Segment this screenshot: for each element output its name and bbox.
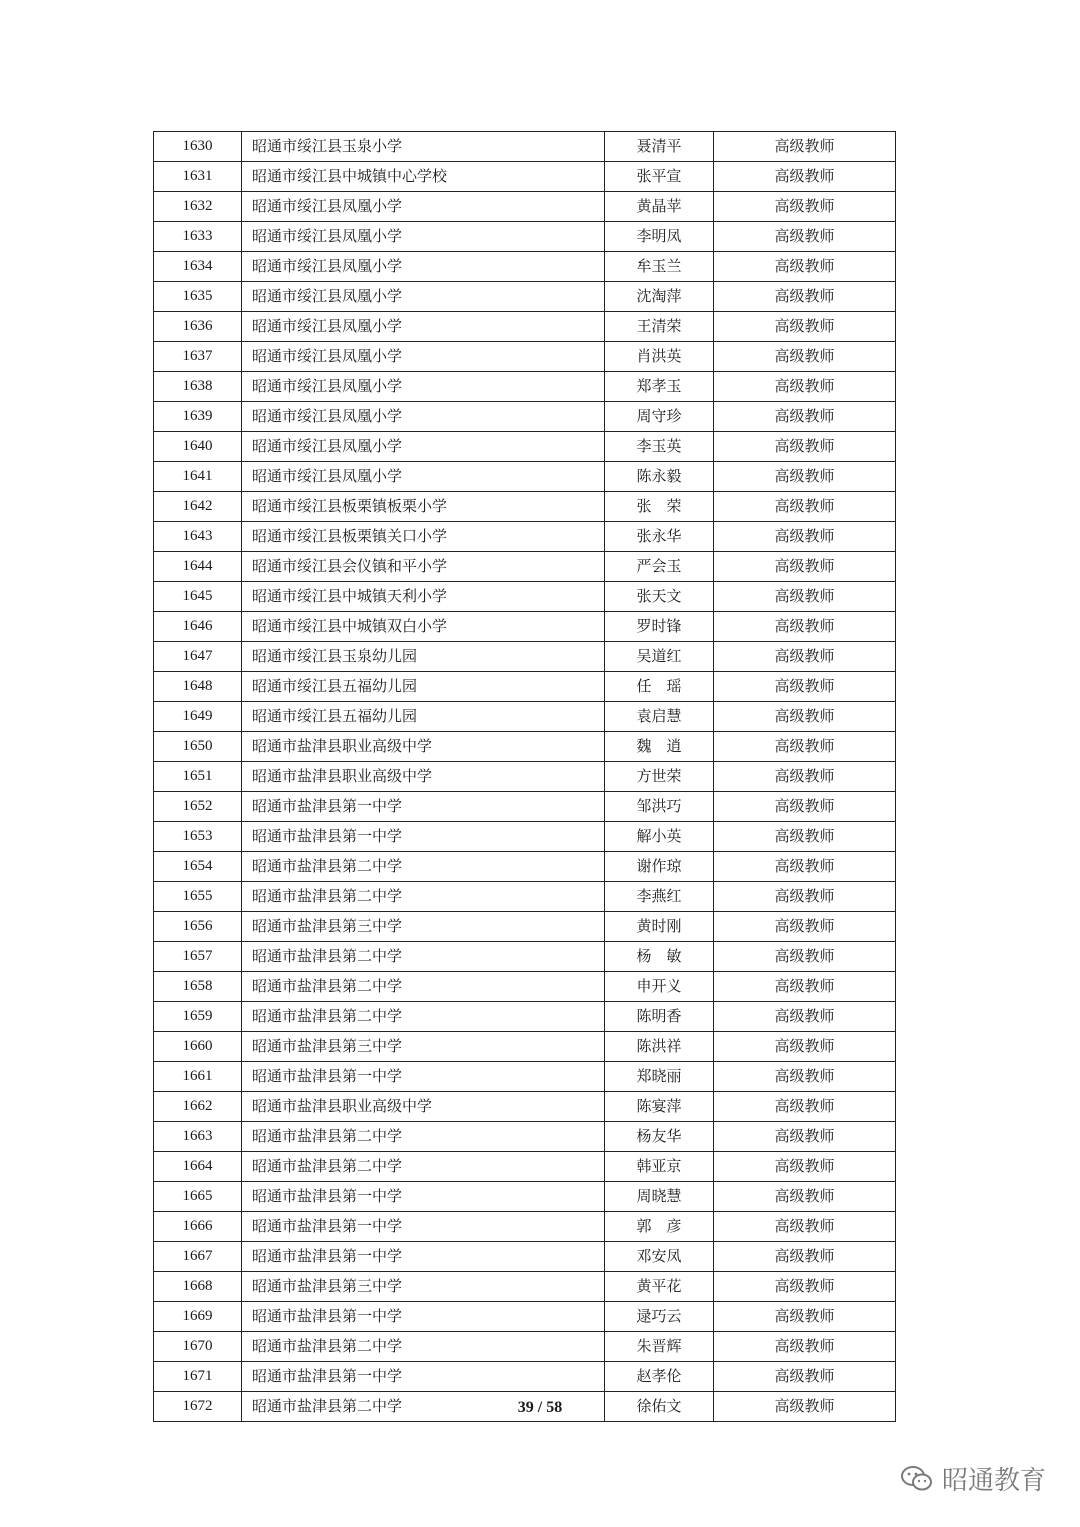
table-row bbox=[154, 912, 896, 942]
school-name: 昭通市盐津县第一中学 bbox=[242, 1062, 605, 1092]
school-name: 昭通市盐津县职业高级中学 bbox=[242, 1092, 605, 1122]
teacher-title: 高级教师 bbox=[714, 702, 896, 732]
teacher-name: 袁启慧 bbox=[605, 702, 714, 732]
row-number: 1634 bbox=[154, 252, 242, 282]
school-name: 昭通市盐津县第一中学 bbox=[242, 822, 605, 852]
teacher-name: 郑孝玉 bbox=[605, 372, 714, 402]
row-number: 1667 bbox=[154, 1242, 242, 1272]
row-number: 1670 bbox=[154, 1332, 242, 1362]
row-number: 1650 bbox=[154, 732, 242, 762]
school-name: 昭通市盐津县第一中学 bbox=[242, 1302, 605, 1332]
row-number: 1643 bbox=[154, 522, 242, 552]
teacher-title: 高级教师 bbox=[714, 222, 896, 252]
teacher-name: 罗时锋 bbox=[605, 612, 714, 642]
row-number: 1651 bbox=[154, 762, 242, 792]
table-row bbox=[154, 942, 896, 972]
table-row bbox=[154, 432, 896, 462]
table-row bbox=[154, 822, 896, 852]
table-row bbox=[154, 672, 896, 702]
teacher-title: 高级教师 bbox=[714, 1212, 896, 1242]
teacher-title: 高级教师 bbox=[714, 552, 896, 582]
teacher-title: 高级教师 bbox=[714, 192, 896, 222]
teacher-name: 黄平花 bbox=[605, 1272, 714, 1302]
school-name: 昭通市绥江县会仪镇和平小学 bbox=[242, 552, 605, 582]
teacher-title: 高级教师 bbox=[714, 672, 896, 702]
table-row bbox=[154, 732, 896, 762]
table-row bbox=[154, 762, 896, 792]
teacher-name: 任 瑶 bbox=[605, 672, 714, 702]
teacher-name: 李明凤 bbox=[605, 222, 714, 252]
table-row bbox=[154, 1002, 896, 1032]
row-number: 1640 bbox=[154, 432, 242, 462]
row-number: 1672 bbox=[154, 1392, 242, 1422]
teacher-title: 高级教师 bbox=[714, 1362, 896, 1392]
teacher-name: 申开义 bbox=[605, 972, 714, 1002]
school-name: 昭通市盐津县第二中学 bbox=[242, 1152, 605, 1182]
teacher-title: 高级教师 bbox=[714, 282, 896, 312]
row-number: 1638 bbox=[154, 372, 242, 402]
teacher-name: 沈淘萍 bbox=[605, 282, 714, 312]
school-name: 昭通市盐津县第一中学 bbox=[242, 1182, 605, 1212]
teacher-name: 杨 敏 bbox=[605, 942, 714, 972]
row-number: 1655 bbox=[154, 882, 242, 912]
teacher-title: 高级教师 bbox=[714, 912, 896, 942]
teacher-name: 李燕红 bbox=[605, 882, 714, 912]
table-row bbox=[154, 582, 896, 612]
teacher-name: 韩亚京 bbox=[605, 1152, 714, 1182]
teacher-title: 高级教师 bbox=[714, 492, 896, 522]
table-row bbox=[154, 1362, 896, 1392]
teacher-title: 高级教师 bbox=[714, 1062, 896, 1092]
teacher-title: 高级教师 bbox=[714, 1122, 896, 1152]
teacher-title: 高级教师 bbox=[714, 402, 896, 432]
row-number: 1645 bbox=[154, 582, 242, 612]
teacher-title: 高级教师 bbox=[714, 462, 896, 492]
school-name: 昭通市绥江县凤凰小学 bbox=[242, 432, 605, 462]
row-number: 1664 bbox=[154, 1152, 242, 1182]
teacher-name: 张永华 bbox=[605, 522, 714, 552]
row-number: 1648 bbox=[154, 672, 242, 702]
school-name: 昭通市绥江县凤凰小学 bbox=[242, 192, 605, 222]
table-row bbox=[154, 972, 896, 1002]
row-number: 1631 bbox=[154, 162, 242, 192]
teacher-name: 严会玉 bbox=[605, 552, 714, 582]
roster-body bbox=[154, 132, 896, 1422]
school-name: 昭通市绥江县中城镇双白小学 bbox=[242, 612, 605, 642]
teacher-name: 张 荣 bbox=[605, 492, 714, 522]
table-row bbox=[154, 132, 896, 162]
watermark-text: 昭通教育 bbox=[941, 1466, 1046, 1496]
teacher-name: 邓安凤 bbox=[605, 1242, 714, 1272]
row-number: 1637 bbox=[154, 342, 242, 372]
school-name: 昭通市绥江县凤凰小学 bbox=[242, 222, 605, 252]
row-number: 1666 bbox=[154, 1212, 242, 1242]
teacher-name: 朱晋辉 bbox=[605, 1332, 714, 1362]
row-number: 1644 bbox=[154, 552, 242, 582]
teacher-name: 谢作琼 bbox=[605, 852, 714, 882]
table-row bbox=[154, 702, 896, 732]
row-number: 1663 bbox=[154, 1122, 242, 1152]
row-number: 1636 bbox=[154, 312, 242, 342]
table-row bbox=[154, 1272, 896, 1302]
table-row bbox=[154, 252, 896, 282]
table-row bbox=[154, 162, 896, 192]
row-number: 1671 bbox=[154, 1362, 242, 1392]
teacher-name: 魏 逍 bbox=[605, 732, 714, 762]
school-name: 昭通市盐津县第一中学 bbox=[242, 1212, 605, 1242]
school-name: 昭通市盐津县第三中学 bbox=[242, 1272, 605, 1302]
table-row bbox=[154, 1092, 896, 1122]
table-row bbox=[154, 882, 896, 912]
teacher-title: 高级教师 bbox=[714, 252, 896, 282]
row-number: 1657 bbox=[154, 942, 242, 972]
teacher-title: 高级教师 bbox=[714, 1392, 896, 1422]
teacher-name: 陈宴萍 bbox=[605, 1092, 714, 1122]
row-number: 1635 bbox=[154, 282, 242, 312]
row-number: 1654 bbox=[154, 852, 242, 882]
teacher-name: 杨友华 bbox=[605, 1122, 714, 1152]
school-name: 昭通市绥江县凤凰小学 bbox=[242, 342, 605, 372]
teacher-title: 高级教师 bbox=[714, 972, 896, 1002]
teacher-title: 高级教师 bbox=[714, 522, 896, 552]
teacher-title: 高级教师 bbox=[714, 1302, 896, 1332]
teacher-name: 肖洪英 bbox=[605, 342, 714, 372]
table-row bbox=[154, 1152, 896, 1182]
table-row bbox=[154, 492, 896, 522]
teacher-title: 高级教师 bbox=[714, 1272, 896, 1302]
school-name: 昭通市绥江县中城镇中心学校 bbox=[242, 162, 605, 192]
school-name: 昭通市绥江县玉泉幼儿园 bbox=[242, 642, 605, 672]
teacher-name: 赵孝伦 bbox=[605, 1362, 714, 1392]
teacher-title: 高级教师 bbox=[714, 1332, 896, 1362]
table-row bbox=[154, 402, 896, 432]
wechat-icon bbox=[900, 1464, 934, 1494]
teacher-name: 张天文 bbox=[605, 582, 714, 612]
table-row bbox=[154, 222, 896, 252]
teacher-title: 高级教师 bbox=[714, 372, 896, 402]
school-name: 昭通市绥江县凤凰小学 bbox=[242, 372, 605, 402]
school-name: 昭通市绥江县凤凰小学 bbox=[242, 252, 605, 282]
school-name: 昭通市绥江县玉泉小学 bbox=[242, 132, 605, 162]
row-number: 1639 bbox=[154, 402, 242, 432]
school-name: 昭通市绥江县板栗镇板栗小学 bbox=[242, 492, 605, 522]
teacher-name: 张平宣 bbox=[605, 162, 714, 192]
teacher-title: 高级教师 bbox=[714, 1092, 896, 1122]
table-row bbox=[154, 1032, 896, 1062]
row-number: 1652 bbox=[154, 792, 242, 822]
school-name: 昭通市绥江县板栗镇关口小学 bbox=[242, 522, 605, 552]
school-name: 昭通市盐津县第一中学 bbox=[242, 1362, 605, 1392]
row-number: 1630 bbox=[154, 132, 242, 162]
school-name: 昭通市绥江县凤凰小学 bbox=[242, 462, 605, 492]
school-name: 昭通市盐津县第二中学 bbox=[242, 1002, 605, 1032]
table-row bbox=[154, 192, 896, 222]
teacher-name: 周晓慧 bbox=[605, 1182, 714, 1212]
table-row bbox=[154, 1182, 896, 1212]
teacher-name: 李玉英 bbox=[605, 432, 714, 462]
teacher-title: 高级教师 bbox=[714, 882, 896, 912]
teacher-title: 高级教师 bbox=[714, 792, 896, 822]
teacher-title: 高级教师 bbox=[714, 1182, 896, 1212]
table-row bbox=[154, 642, 896, 672]
school-name: 昭通市绥江县五福幼儿园 bbox=[242, 672, 605, 702]
teacher-name: 方世荣 bbox=[605, 762, 714, 792]
table-row bbox=[154, 522, 896, 552]
teacher-title: 高级教师 bbox=[714, 762, 896, 792]
row-number: 1646 bbox=[154, 612, 242, 642]
school-name: 昭通市盐津县第二中学 bbox=[242, 942, 605, 972]
school-name: 昭通市盐津县第二中学 bbox=[242, 1332, 605, 1362]
teacher-name: 逯巧云 bbox=[605, 1302, 714, 1332]
table-row bbox=[154, 1332, 896, 1362]
teacher-title: 高级教师 bbox=[714, 612, 896, 642]
row-number: 1659 bbox=[154, 1002, 242, 1032]
teacher-title: 高级教师 bbox=[714, 342, 896, 372]
row-number: 1669 bbox=[154, 1302, 242, 1332]
school-name: 昭通市盐津县第二中学 bbox=[242, 852, 605, 882]
row-number: 1668 bbox=[154, 1272, 242, 1302]
teacher-name: 聂清平 bbox=[605, 132, 714, 162]
teacher-title: 高级教师 bbox=[714, 732, 896, 762]
school-name: 昭通市盐津县职业高级中学 bbox=[242, 762, 605, 792]
school-name: 昭通市盐津县职业高级中学 bbox=[242, 732, 605, 762]
teacher-name: 陈洪祥 bbox=[605, 1032, 714, 1062]
table-row bbox=[154, 462, 896, 492]
teacher-name: 陈永毅 bbox=[605, 462, 714, 492]
table-row bbox=[154, 342, 896, 372]
teacher-title: 高级教师 bbox=[714, 1032, 896, 1062]
school-name: 昭通市盐津县第一中学 bbox=[242, 1242, 605, 1272]
teacher-title: 高级教师 bbox=[714, 1152, 896, 1182]
watermark bbox=[900, 1460, 1046, 1497]
row-number: 1661 bbox=[154, 1062, 242, 1092]
table-row bbox=[154, 852, 896, 882]
row-number: 1633 bbox=[154, 222, 242, 252]
school-name: 昭通市盐津县第二中学 bbox=[242, 1122, 605, 1152]
row-number: 1632 bbox=[154, 192, 242, 222]
table-row bbox=[154, 1062, 896, 1092]
school-name: 昭通市盐津县第一中学 bbox=[242, 792, 605, 822]
school-name: 昭通市绥江县五福幼儿园 bbox=[242, 702, 605, 732]
teacher-title: 高级教师 bbox=[714, 582, 896, 612]
page-number: 39 / 58 bbox=[517, 1399, 563, 1416]
school-name: 昭通市盐津县第二中学 bbox=[242, 972, 605, 1002]
teacher-name: 黄时刚 bbox=[605, 912, 714, 942]
school-name: 昭通市盐津县第二中学 bbox=[242, 1392, 605, 1422]
teacher-title: 高级教师 bbox=[714, 162, 896, 192]
teacher-name: 郭 彦 bbox=[605, 1212, 714, 1242]
teacher-name: 郑晓丽 bbox=[605, 1062, 714, 1092]
table-row bbox=[154, 1212, 896, 1242]
table-row bbox=[154, 1242, 896, 1272]
row-number: 1642 bbox=[154, 492, 242, 522]
row-number: 1658 bbox=[154, 972, 242, 1002]
teacher-name: 王清荣 bbox=[605, 312, 714, 342]
school-name: 昭通市盐津县第二中学 bbox=[242, 882, 605, 912]
teacher-title: 高级教师 bbox=[714, 312, 896, 342]
row-number: 1662 bbox=[154, 1092, 242, 1122]
table-row bbox=[154, 372, 896, 402]
teacher-name: 吴道红 bbox=[605, 642, 714, 672]
roster-table bbox=[153, 131, 896, 1422]
school-name: 昭通市盐津县第三中学 bbox=[242, 1032, 605, 1062]
row-number: 1665 bbox=[154, 1182, 242, 1212]
teacher-name: 邹洪巧 bbox=[605, 792, 714, 822]
table-row bbox=[154, 792, 896, 822]
table-row bbox=[154, 282, 896, 312]
row-number: 1656 bbox=[154, 912, 242, 942]
teacher-title: 高级教师 bbox=[714, 822, 896, 852]
table-row bbox=[154, 612, 896, 642]
school-name: 昭通市绥江县凤凰小学 bbox=[242, 282, 605, 312]
teacher-name: 徐佑文 bbox=[605, 1392, 714, 1422]
row-number: 1647 bbox=[154, 642, 242, 672]
teacher-title: 高级教师 bbox=[714, 642, 896, 672]
table-row bbox=[154, 1122, 896, 1152]
teacher-title: 高级教师 bbox=[714, 942, 896, 972]
school-name: 昭通市盐津县第三中学 bbox=[242, 912, 605, 942]
row-number: 1641 bbox=[154, 462, 242, 492]
teacher-title: 高级教师 bbox=[714, 432, 896, 462]
school-name: 昭通市绥江县凤凰小学 bbox=[242, 402, 605, 432]
teacher-title: 高级教师 bbox=[714, 132, 896, 162]
teacher-name: 周守珍 bbox=[605, 402, 714, 432]
table-row bbox=[154, 312, 896, 342]
row-number: 1649 bbox=[154, 702, 242, 732]
teacher-title: 高级教师 bbox=[714, 852, 896, 882]
teacher-name: 陈明香 bbox=[605, 1002, 714, 1032]
table-row bbox=[154, 552, 896, 582]
table-row bbox=[154, 1302, 896, 1332]
row-number: 1660 bbox=[154, 1032, 242, 1062]
teacher-title: 高级教师 bbox=[714, 1002, 896, 1032]
teacher-name: 黄晶苹 bbox=[605, 192, 714, 222]
teacher-name: 牟玉兰 bbox=[605, 252, 714, 282]
teacher-title: 高级教师 bbox=[714, 1242, 896, 1272]
row-number: 1653 bbox=[154, 822, 242, 852]
teacher-name: 解小英 bbox=[605, 822, 714, 852]
school-name: 昭通市绥江县中城镇天利小学 bbox=[242, 582, 605, 612]
school-name: 昭通市绥江县凤凰小学 bbox=[242, 312, 605, 342]
